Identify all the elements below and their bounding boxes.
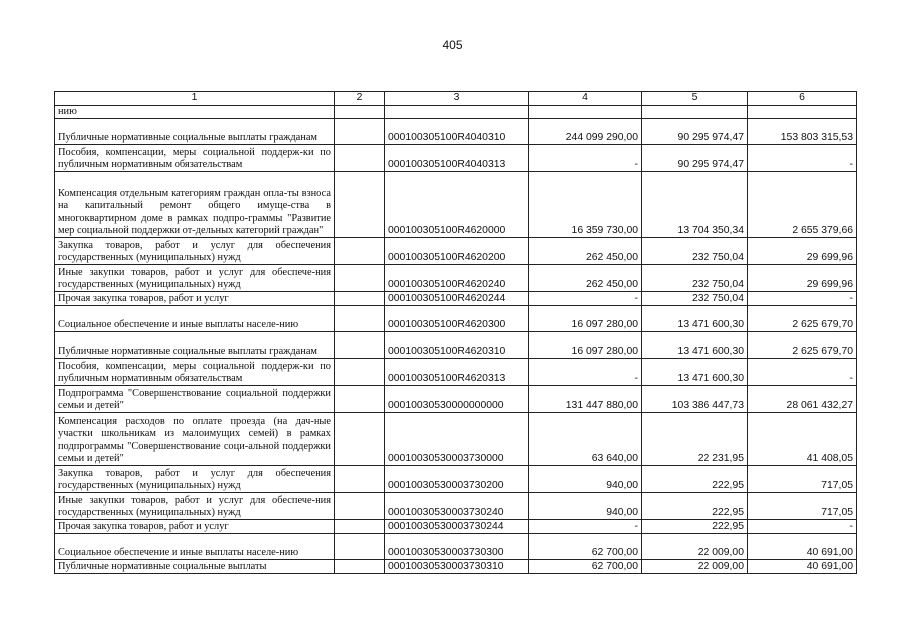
row-col5-cell: 13 471 600,30 xyxy=(642,359,748,386)
table-body xyxy=(55,106,857,574)
row-col4-cell: - xyxy=(529,520,642,534)
table-row xyxy=(55,466,857,493)
row-col6-cell: 717,05 xyxy=(748,493,857,520)
col-header-2: 2 xyxy=(335,92,385,106)
row-code-cell: 000100305100R4620310 xyxy=(385,332,529,359)
row-col5-cell: 22 009,00 xyxy=(642,560,748,574)
row-col4-cell: 16 097 280,00 xyxy=(529,332,642,359)
row-code-cell: 00010030530000000000 xyxy=(385,386,529,413)
row-col4-cell: 16 359 730,00 xyxy=(529,172,642,238)
row-col6-cell: 41 408,05 xyxy=(748,413,857,466)
row-col2-cell xyxy=(335,306,385,332)
row-col5-cell: 222,95 xyxy=(642,520,748,534)
table-row xyxy=(55,520,857,534)
row-name-cell: Публичные нормативные социальные выплаты гражданам xyxy=(55,332,335,359)
row-col2-cell xyxy=(335,332,385,359)
row-col2-cell xyxy=(335,106,385,119)
header-row xyxy=(55,92,857,106)
row-col5-cell: 222,95 xyxy=(642,466,748,493)
table-row xyxy=(55,172,857,238)
row-col2-cell xyxy=(335,534,385,560)
row-col6-cell: 29 699,96 xyxy=(748,265,857,292)
row-col5-cell: 232 750,04 xyxy=(642,265,748,292)
col-header-5: 5 xyxy=(642,92,748,106)
row-col2-cell xyxy=(335,119,385,145)
row-col5-cell: 232 750,04 xyxy=(642,292,748,306)
table-row xyxy=(55,359,857,386)
row-name-cell: нию xyxy=(55,106,335,119)
table-row xyxy=(55,534,857,560)
row-col6-cell: 28 061 432,27 xyxy=(748,386,857,413)
row-col6-cell: - xyxy=(748,520,857,534)
row-name-cell: Закупка товаров, работ и услуг для обеспечения государственных (муниципальных) нужд xyxy=(55,466,335,493)
row-col2-cell xyxy=(335,386,385,413)
row-name-cell: Закупка товаров, работ и услуг для обеспечения государственных (муниципальных) нужд xyxy=(55,238,335,265)
row-col2-cell xyxy=(335,520,385,534)
row-name-cell: Компенсация отдельным категориям граждан опла-ты взноса на капитальный ремонт общего имуще-ства в многоквартирном доме в рамках подпро-граммы "Развитие мер социальной поддержки от-дельных категорий граждан" xyxy=(55,172,335,238)
row-col5-cell: 22 231,95 xyxy=(642,413,748,466)
row-col4-cell xyxy=(529,106,642,119)
row-col6-cell: - xyxy=(748,359,857,386)
table-row xyxy=(55,413,857,466)
row-code-cell: 00010030530003730310 xyxy=(385,560,529,574)
row-code-cell: 000100305100R4040313 xyxy=(385,145,529,172)
row-col6-cell: 2 625 679,70 xyxy=(748,306,857,332)
row-col4-cell: 244 099 290,00 xyxy=(529,119,642,145)
row-col2-cell xyxy=(335,238,385,265)
row-col2-cell xyxy=(335,560,385,574)
row-col6-cell xyxy=(748,106,857,119)
row-col6-cell: - xyxy=(748,145,857,172)
col-header-3: 3 xyxy=(385,92,529,106)
row-col5-cell: 22 009,00 xyxy=(642,534,748,560)
row-col4-cell: 62 700,00 xyxy=(529,534,642,560)
row-name-cell: Публичные нормативные социальные выплаты гражданам xyxy=(55,119,335,145)
row-col4-cell: 63 640,00 xyxy=(529,413,642,466)
row-col6-cell: 40 691,00 xyxy=(748,560,857,574)
table-row xyxy=(55,265,857,292)
row-col5-cell xyxy=(642,106,748,119)
budget-table xyxy=(54,91,857,574)
row-col6-cell: - xyxy=(748,292,857,306)
row-code-cell: 00010030530003730200 xyxy=(385,466,529,493)
row-col4-cell: - xyxy=(529,292,642,306)
row-col6-cell: 717,05 xyxy=(748,466,857,493)
row-code-cell: 00010030530003730000 xyxy=(385,413,529,466)
table-row xyxy=(55,292,857,306)
row-name-cell: Публичные нормативные социальные выплаты xyxy=(55,560,335,574)
table-row xyxy=(55,332,857,359)
row-name-cell: Компенсация расходов по оплате проезда (на дач-ные участки школьникам из малоимущих семей) в рамках подпрограммы "Совершенствование соци-альной поддержки семьи и детей" xyxy=(55,413,335,466)
row-col4-cell: 16 097 280,00 xyxy=(529,306,642,332)
row-col5-cell: 90 295 974,47 xyxy=(642,145,748,172)
row-col5-cell: 13 704 350,34 xyxy=(642,172,748,238)
row-col6-cell: 2 655 379,66 xyxy=(748,172,857,238)
row-col5-cell: 13 471 600,30 xyxy=(642,306,748,332)
table-row xyxy=(55,493,857,520)
row-col2-cell xyxy=(335,265,385,292)
table-row xyxy=(55,145,857,172)
row-code-cell xyxy=(385,106,529,119)
row-col2-cell xyxy=(335,466,385,493)
row-col6-cell: 2 625 679,70 xyxy=(748,332,857,359)
row-name-cell: Иные закупки товаров, работ и услуг для обеспече-ния государственных (муниципальных) нужд xyxy=(55,493,335,520)
row-code-cell: 00010030530003730244 xyxy=(385,520,529,534)
row-col5-cell: 90 295 974,47 xyxy=(642,119,748,145)
row-name-cell: Прочая закупка товаров, работ и услуг xyxy=(55,292,335,306)
row-code-cell: 000100305100R4620200 xyxy=(385,238,529,265)
row-col5-cell: 232 750,04 xyxy=(642,238,748,265)
row-col2-cell xyxy=(335,359,385,386)
table-row xyxy=(55,106,857,119)
row-col2-cell xyxy=(335,145,385,172)
table-row xyxy=(55,306,857,332)
row-col6-cell: 40 691,00 xyxy=(748,534,857,560)
row-code-cell: 000100305100R4620000 xyxy=(385,172,529,238)
row-code-cell: 00010030530003730300 xyxy=(385,534,529,560)
row-code-cell: 000100305100R4620313 xyxy=(385,359,529,386)
row-col2-cell xyxy=(335,493,385,520)
row-col2-cell xyxy=(335,292,385,306)
row-col6-cell: 29 699,96 xyxy=(748,238,857,265)
table-row xyxy=(55,560,857,574)
row-name-cell: Подпрограмма "Совершенствование социальной поддержки семьи и детей" xyxy=(55,386,335,413)
row-col4-cell: 262 450,00 xyxy=(529,265,642,292)
row-col2-cell xyxy=(335,413,385,466)
row-name-cell: Иные закупки товаров, работ и услуг для обеспече-ния государственных (муниципальных) нужд xyxy=(55,265,335,292)
table-row xyxy=(55,238,857,265)
col-header-6: 6 xyxy=(748,92,857,106)
row-code-cell: 000100305100R4620244 xyxy=(385,292,529,306)
row-col5-cell: 222,95 xyxy=(642,493,748,520)
row-name-cell: Пособия, компенсации, меры социальной поддерж-ки по публичным нормативным обязательствам xyxy=(55,359,335,386)
row-code-cell: 000100305100R4040310 xyxy=(385,119,529,145)
page-number: 405 xyxy=(442,38,463,52)
table-row xyxy=(55,386,857,413)
row-col6-cell: 153 803 315,53 xyxy=(748,119,857,145)
row-col4-cell: - xyxy=(529,145,642,172)
row-col4-cell: - xyxy=(529,359,642,386)
row-code-cell: 000100305100R4620300 xyxy=(385,306,529,332)
table-row xyxy=(55,119,857,145)
row-name-cell: Социальное обеспечение и иные выплаты населе-нию xyxy=(55,534,335,560)
row-col4-cell: 262 450,00 xyxy=(529,238,642,265)
row-col4-cell: 131 447 880,00 xyxy=(529,386,642,413)
row-col4-cell: 940,00 xyxy=(529,493,642,520)
col-header-4: 4 xyxy=(529,92,642,106)
row-col5-cell: 103 386 447,73 xyxy=(642,386,748,413)
row-col4-cell: 62 700,00 xyxy=(529,560,642,574)
row-col5-cell: 13 471 600,30 xyxy=(642,332,748,359)
row-name-cell: Социальное обеспечение и иные выплаты населе-нию xyxy=(55,306,335,332)
row-col4-cell: 940,00 xyxy=(529,466,642,493)
row-name-cell: Пособия, компенсации, меры социальной поддерж-ки по публичным нормативным обязательствам xyxy=(55,145,335,172)
col-header-1: 1 xyxy=(55,92,335,106)
row-name-cell: Прочая закупка товаров, работ и услуг xyxy=(55,520,335,534)
row-code-cell: 00010030530003730240 xyxy=(385,493,529,520)
row-code-cell: 000100305100R4620240 xyxy=(385,265,529,292)
row-col2-cell xyxy=(335,172,385,238)
